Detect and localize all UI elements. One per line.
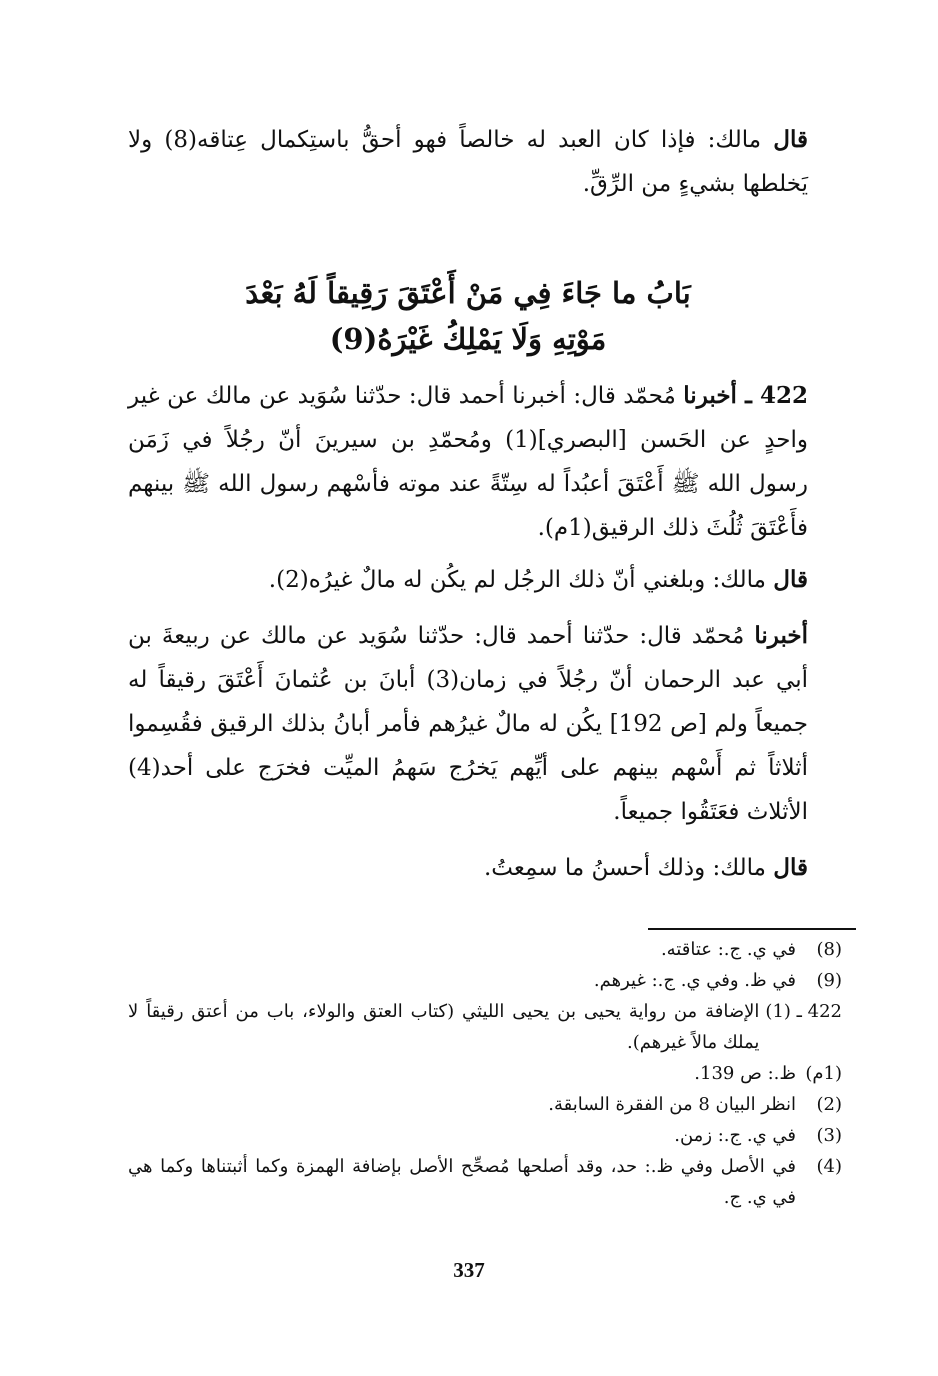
- paragraph-text: مالك: وبلغني أنّ ذلك الرجُل لم يكُن له مالٌ غيرُه(2).: [268, 567, 774, 593]
- hadith-second: [128, 614, 808, 834]
- malik-statement-3: [128, 846, 808, 890]
- hadith-lead: أخبرنا: [754, 622, 808, 649]
- chapter-heading-line-1: بَابُ ما جَاءَ فِي مَنْ أَعْتَقَ رَقِيقاً لَهُ بَعْدَ: [245, 276, 691, 310]
- footnote-divider: [648, 928, 856, 930]
- footnote-text: الإضافة من رواية يحيى بن يحيى الليثي (كتاب العتق والولاء، باب من أعتق رقيقاً لا يملك مالاً غيرهم).: [128, 1001, 760, 1053]
- footnote-label: (8): [816, 939, 842, 960]
- hadith-422: [128, 374, 808, 550]
- footnote-text: في ظ. وفي ي. ج.: غيرهم.: [593, 970, 796, 991]
- footnote: [128, 965, 842, 996]
- footnote: [128, 1089, 842, 1120]
- malik-statement-1: [128, 118, 808, 206]
- footnote-label: 422 ـ (1): [765, 1001, 842, 1022]
- malik-statement-2: [128, 558, 808, 602]
- hadith-number: 422 ـ: [745, 382, 809, 409]
- hadith-lead: أخبرنا: [683, 382, 746, 409]
- footnote-text: في الأصل وفي ظ.: حد، وقد أصلحها مُصحِّح الأصل بإضافة الهمزة وكما أثبتناها وكما هي في ي. ج.: [128, 1156, 796, 1208]
- paragraph-text: مالك: وذلك أحسنُ ما سمِعتُ.: [483, 855, 774, 881]
- hadith-text: مُحمّد قال: أخبرنا أحمد قال: حدّثنا سُوَيد عن مالك عن غير واحدٍ عن الحَسن [البصري](1) ومُحمّدِ بن سيرينَ أنّ رجُلاً في زَمَن رسول الله ﷺ أَعْتَقَ أعبُداً له سِتّةً عند موته فأسْهم رسول الله ﷺ بينهم فأَعْتَقَ ثُلُثَ ذلك الرقيق(1م).: [128, 383, 809, 541]
- footnote: [128, 996, 842, 1058]
- footnote-text: في ي. ج.: عتاقته.: [660, 939, 796, 960]
- speaker-label: قال: [773, 126, 808, 153]
- paragraph-text: مالك: فإذا كان العبد له خالصاً فهو أحقُّ باستِكمال عِتاقه(8) ولا يَخلطها بشيءٍ من الرِّقِّ.: [128, 127, 808, 197]
- footnote-text: انظر البيان 8 من الفقرة السابقة.: [548, 1094, 796, 1115]
- speaker-label: قال: [773, 566, 808, 593]
- footnote-label: (1م): [805, 1063, 842, 1084]
- footnote-label: (2): [816, 1094, 842, 1115]
- chapter-heading-line-2: مَوْتِهِ وَلَا يَمْلِكُ غَيْرَهُ(9): [329, 322, 607, 356]
- footnote-label: (9): [816, 970, 842, 991]
- footnote: [128, 1058, 842, 1089]
- footnote: [128, 934, 842, 965]
- footnote: [128, 1151, 842, 1213]
- page-number: 337: [453, 1258, 485, 1282]
- footnote-text: ظ.: ص 139.: [694, 1063, 796, 1084]
- footnote-label: (4): [816, 1156, 842, 1177]
- footnote-label: (3): [816, 1125, 842, 1146]
- footnotes: [128, 934, 842, 1213]
- chapter-heading: [128, 270, 808, 362]
- footnote-text: في ي. ج.: زمن.: [674, 1125, 796, 1146]
- footnote: [128, 1120, 842, 1151]
- hadith-text: مُحمّد قال: حدّثنا أحمد قال: حدّثنا سُوَيد عن مالك عن ربيعةَ بن أبي عبد الرحمان أنّ رجُلاً في زمان(3) أبانَ بن عُثمانَ أَعْتَقَ رقيقاً له جميعاً ولم [ص 192] يكُن له مالٌ غيرُهم فأمر أبانُ بذلك الرقيق فقُسِموا أثلاثاً ثم أَسْهم بينهم على أيِّهم يَخرُج سَهمُ الميِّت فخرَج على أحد(4) الأثلاث فعَتَقُوا جميعاً.: [128, 623, 808, 825]
- speaker-label: قال: [773, 854, 808, 881]
